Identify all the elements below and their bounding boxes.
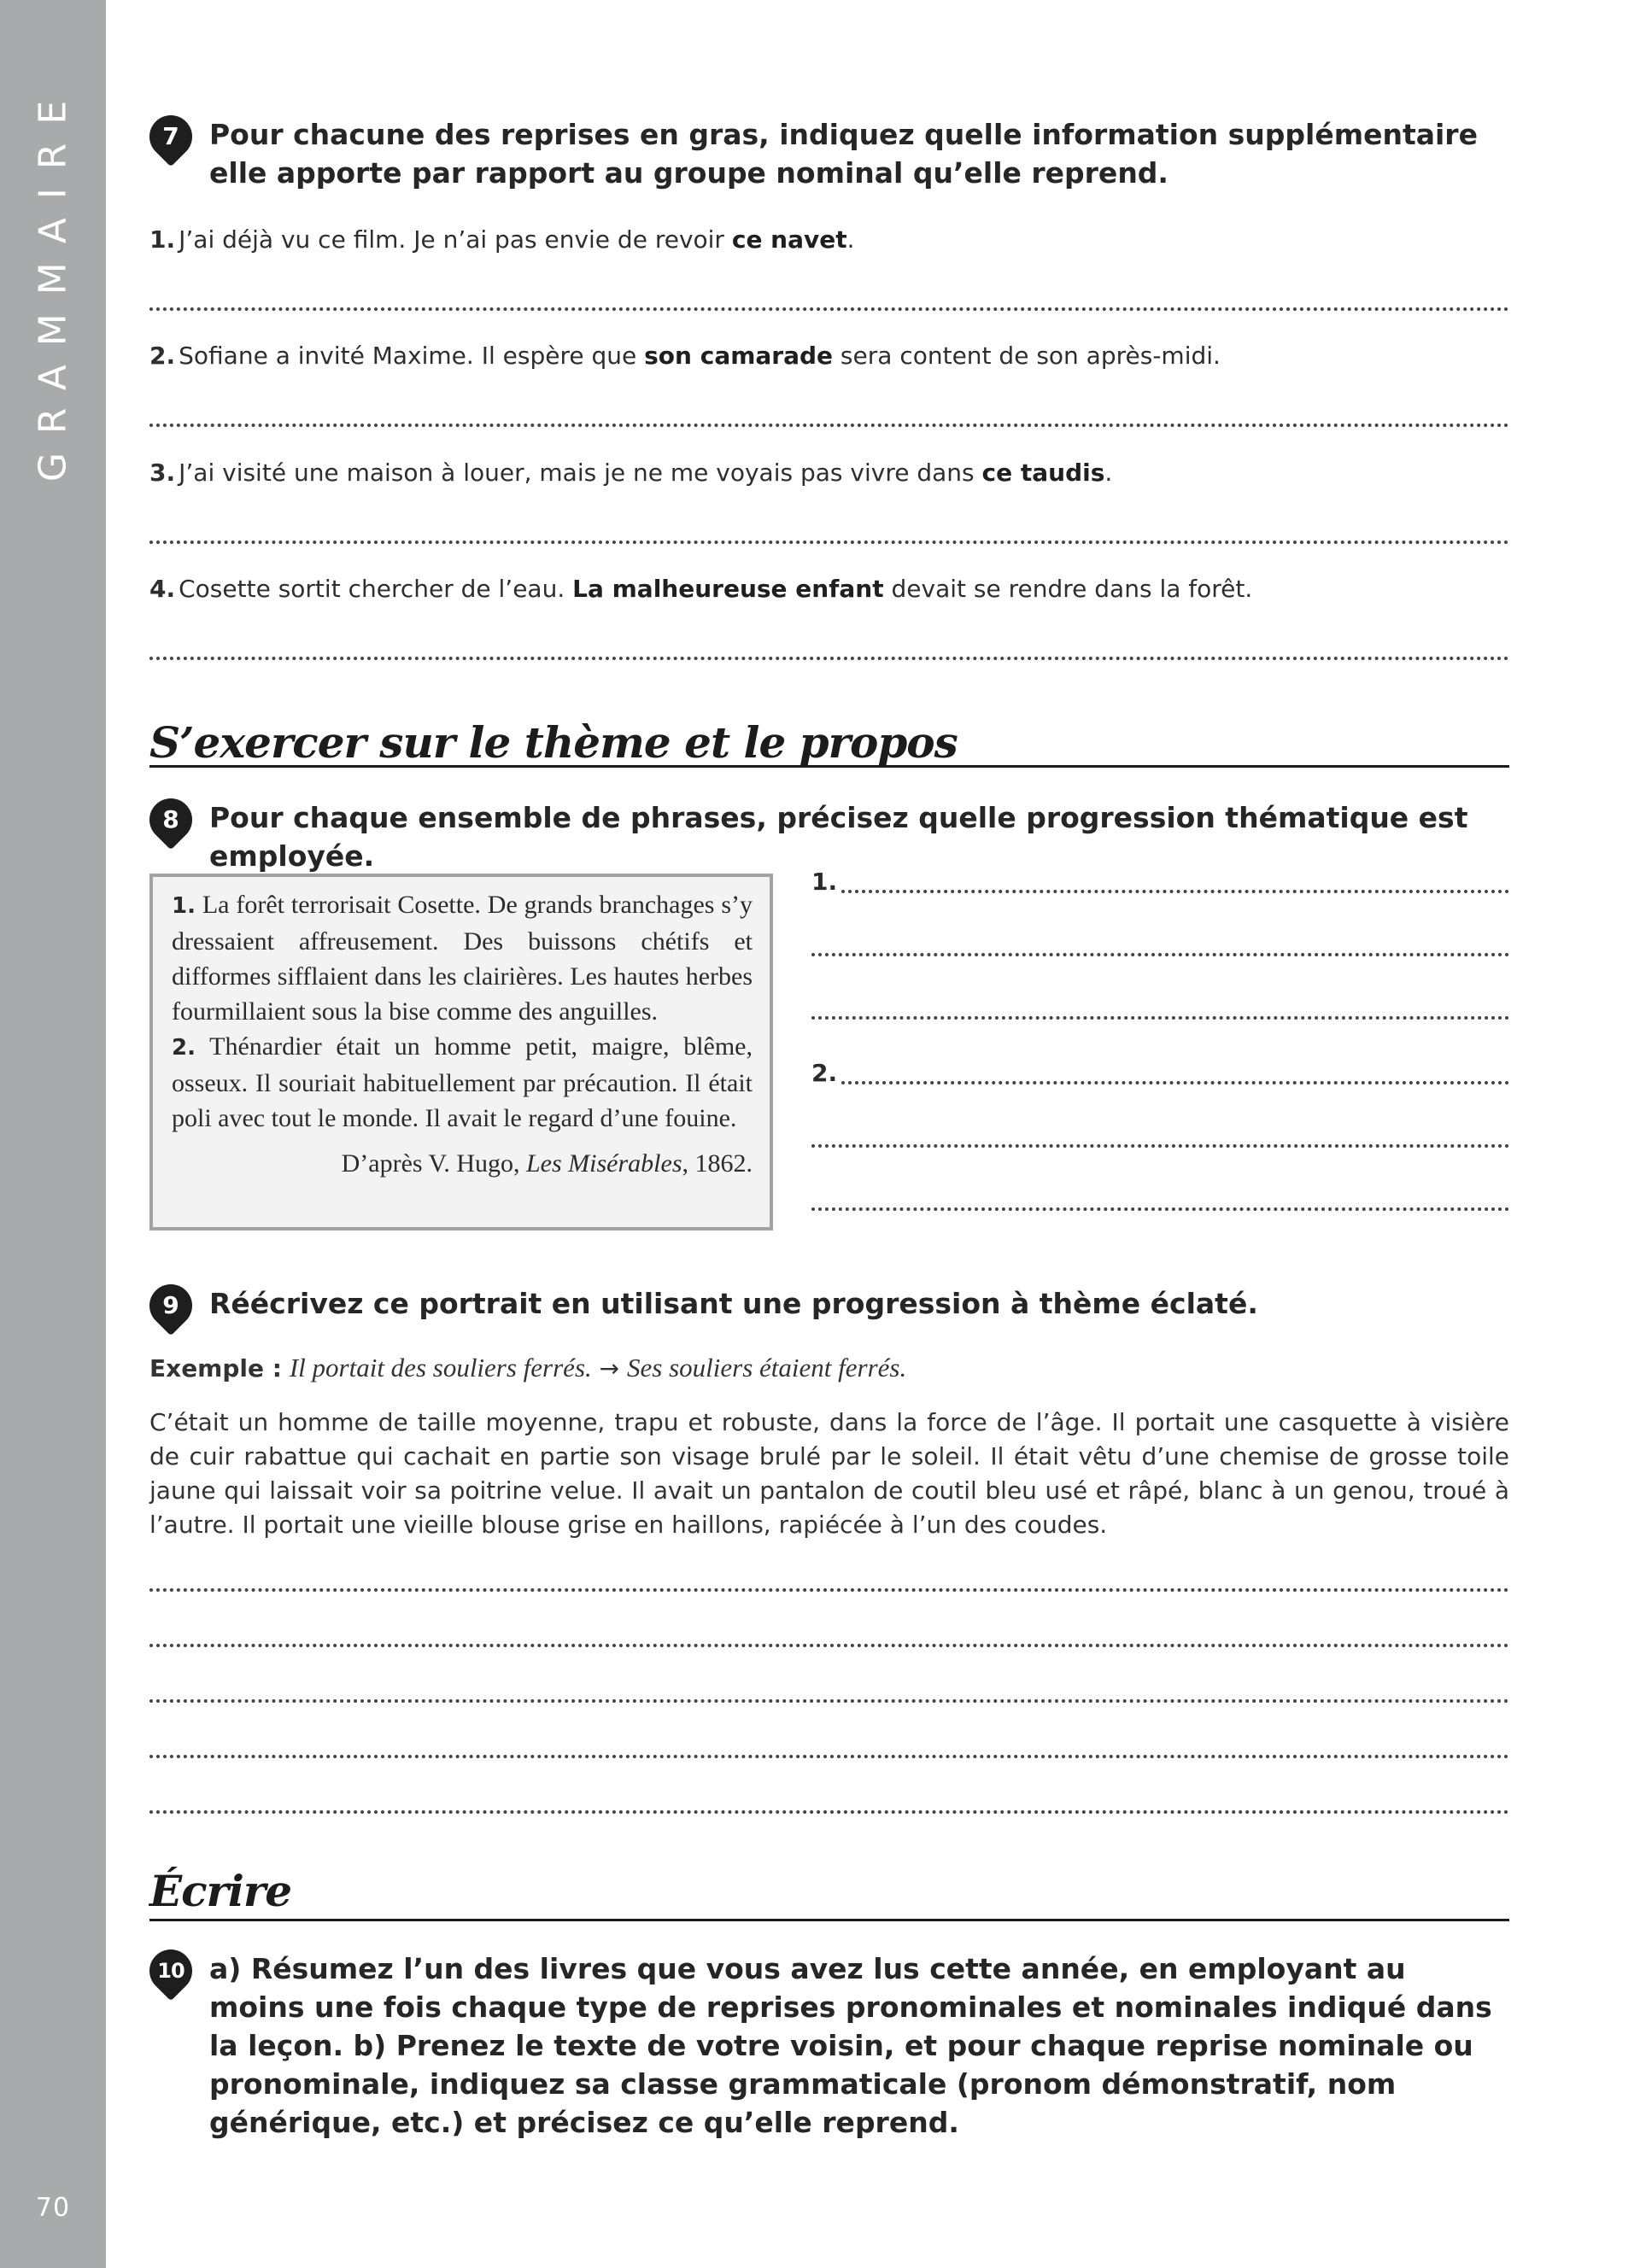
paragraph-text: Thénardier était un homme petit, maigre, blême, osseux. Il souriait habituellement par précaution. Il était poli avec tout le monde. Il avait le regard d’une fouine. bbox=[172, 1032, 753, 1132]
item-number: 3. bbox=[149, 459, 176, 487]
exercise-number-badge bbox=[149, 1284, 192, 1327]
item-bold-reprise: son camarade bbox=[644, 342, 834, 370]
item-text-end: . bbox=[1104, 459, 1113, 487]
answer-line[interactable] bbox=[841, 890, 1509, 893]
exercise-number: 10 bbox=[157, 1959, 184, 1983]
section-title: S’exercer sur le thème et le propos bbox=[149, 717, 958, 768]
exercise-number-badge bbox=[149, 115, 192, 158]
source-prefix: D’après V. Hugo, bbox=[341, 1149, 526, 1178]
page-number: 70 bbox=[35, 2193, 71, 2223]
text-paragraph-2 bbox=[172, 1029, 753, 1136]
exercise-number-badge bbox=[149, 1949, 192, 1992]
source-text-box bbox=[149, 874, 773, 1230]
section-divider bbox=[149, 765, 1509, 768]
answer-line[interactable] bbox=[149, 307, 1509, 311]
exercise-instruction: Réécrivez ce portrait en utilisant une progression à thème éclaté. bbox=[209, 1287, 1258, 1320]
answer-line[interactable] bbox=[149, 1755, 1509, 1758]
item-bold-reprise: La malheureuse enfant bbox=[572, 575, 884, 603]
text-source bbox=[172, 1146, 753, 1181]
arrow-icon: → bbox=[599, 1354, 620, 1382]
source-suffix: , 1862. bbox=[682, 1149, 753, 1178]
answer-line[interactable] bbox=[149, 424, 1509, 427]
example-sentence: Il portait des souliers ferrés. bbox=[289, 1353, 592, 1382]
item-text: Cosette sortit chercher de l’eau. bbox=[179, 575, 573, 603]
item-text: J’ai visité une maison à louer, mais je ne me voyais pas vivre dans bbox=[179, 459, 982, 487]
paragraph-number: 1. bbox=[172, 893, 196, 919]
example-line bbox=[149, 1353, 1509, 1384]
answer-label-2: 2. bbox=[811, 1059, 838, 1087]
exercise-7-item-3 bbox=[149, 458, 1509, 488]
source-book-title: Les Misérables bbox=[526, 1149, 682, 1178]
section-title: Écrire bbox=[149, 1866, 292, 1916]
text-paragraph-1 bbox=[172, 887, 753, 1029]
answer-line[interactable] bbox=[811, 953, 1509, 956]
answer-line[interactable] bbox=[149, 1588, 1509, 1592]
item-text-end: devait se rendre dans la forêt. bbox=[883, 575, 1253, 603]
item-number: 2. bbox=[149, 342, 176, 370]
exercise-number: 8 bbox=[162, 805, 179, 833]
item-number: 4. bbox=[149, 575, 176, 603]
answer-line[interactable] bbox=[811, 1144, 1509, 1148]
answer-label-1: 1. bbox=[811, 868, 838, 896]
item-bold-reprise: ce navet bbox=[731, 225, 847, 254]
item-text-end: . bbox=[846, 225, 855, 254]
item-bold-reprise: ce taudis bbox=[981, 459, 1105, 487]
answer-line[interactable] bbox=[841, 1081, 1509, 1084]
sidebar-title: GRAMMAIRE bbox=[31, 81, 75, 482]
answer-line[interactable] bbox=[811, 1207, 1509, 1211]
answer-line[interactable] bbox=[149, 1644, 1509, 1647]
example-label: Exemple : bbox=[149, 1354, 282, 1382]
item-text: Sofiane a invité Maxime. Il espère que bbox=[179, 342, 645, 370]
exercise-7-item-2 bbox=[149, 341, 1509, 371]
item-text: J’ai déjà vu ce film. Je n’ai pas envie de revoir bbox=[179, 225, 732, 254]
answer-line[interactable] bbox=[149, 541, 1509, 544]
exercise-7-item-4 bbox=[149, 574, 1509, 605]
answer-line[interactable] bbox=[149, 1699, 1509, 1703]
exercise-instruction: Pour chacune des reprises en gras, indiquez quelle information supplémentaire elle apporte par rapport au groupe nominal qu’elle reprend. bbox=[209, 118, 1478, 190]
paragraph-number: 2. bbox=[172, 1035, 196, 1061]
answer-line[interactable] bbox=[811, 1016, 1509, 1020]
portrait-text: C’était un homme de taille moyenne, trapu et robuste, dans la force de l’âge. Il portait une casquette à visière de cuir rabattue qui cachait en partie son visage brulé par le soleil. Il était vêtu d’une chemise de grosse toile jaune qui laissait voir sa poitrine velue. Il avait un pantalon de coutil bleu usé et râpé, blanc à un genou, troué à l’autre. Il portait une vieille blouse grise en haillons, rapiécée à l’un des coudes. bbox=[149, 1408, 1509, 1539]
exercise-7-item-1 bbox=[149, 225, 1509, 255]
exercise-number: 9 bbox=[162, 1291, 179, 1319]
paragraph-text: La forêt terrorisait Cosette. De grands branchages s’y dressaient affreusement. Des buissons chétifs et difformes sifflaient dans les clairières. Les hautes herbes fourmillaient sous la bise comme des anguilles. bbox=[172, 891, 753, 1026]
exercise-number-badge bbox=[149, 798, 192, 841]
example-result: Ses souliers étaient ferrés. bbox=[627, 1353, 907, 1382]
side-band bbox=[0, 0, 106, 2268]
item-number: 1. bbox=[149, 225, 176, 254]
section-divider bbox=[149, 1919, 1509, 1921]
answer-line[interactable] bbox=[149, 1810, 1509, 1814]
exercise-instruction: Pour chaque ensemble de phrases, précisez quelle progression thématique est employée. bbox=[209, 801, 1468, 873]
exercise-number: 7 bbox=[162, 122, 179, 150]
item-text-end: sera content de son après-midi. bbox=[833, 342, 1221, 370]
answer-line[interactable] bbox=[149, 657, 1509, 660]
exercise-instruction: a) Résumez l’un des livres que vous avez lus cette année, en employant au moins une fois chaque type de reprises pronominales et nominales indiqué dans la leçon. b) Prenez le texte de votre voisin, et pour chaque reprise nominale ou pronominale, indiquez sa classe grammaticale (pronom démonstratif, nom générique, etc.) et précisez ce qu’elle reprend. bbox=[209, 1952, 1492, 2139]
